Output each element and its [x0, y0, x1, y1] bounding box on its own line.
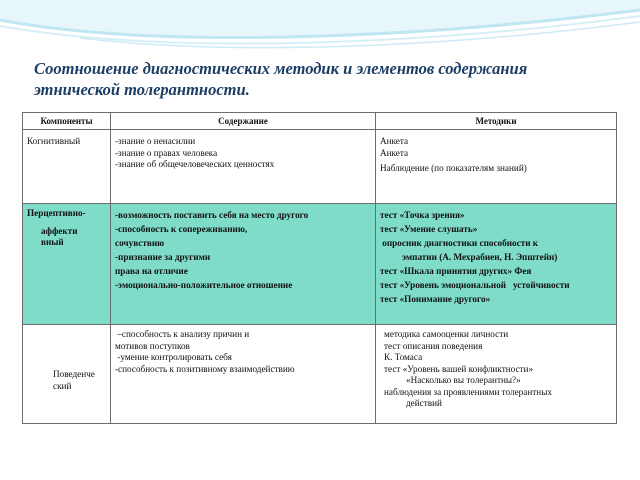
- behavioral-method-item: «Насколько вы толерантны?»: [406, 375, 521, 385]
- perceptive-component-line: аффекти: [41, 225, 78, 236]
- perceptive-method-item: эмпатии (А. Мехрабиен, Н. Эпштейн): [402, 252, 558, 262]
- cognitive-method-item: Анкета: [380, 147, 409, 158]
- table-row-cognitive: [23, 130, 617, 204]
- perceptive-component-cell: [23, 204, 111, 325]
- perceptive-method-item: тест «Умение слушать»: [380, 224, 478, 234]
- perceptive-component-line: вный: [41, 237, 64, 247]
- perceptive-content-item: -способность к сопереживанию,: [115, 224, 248, 234]
- perceptive-method-item: тест «Шкала принятия других» Фея: [380, 266, 532, 276]
- behavioral-content-cell: [111, 325, 376, 424]
- header-components: [23, 113, 111, 130]
- behavioral-method-item: К. Томаса: [384, 352, 423, 362]
- behavioral-content-item: -способность к позитивному взаимодействию: [115, 363, 295, 374]
- perceptive-methods-cell: [376, 204, 617, 325]
- header-components-label: Компоненты: [40, 116, 93, 126]
- cognitive-content-item: -знание о ненасилии: [115, 136, 196, 146]
- perceptive-content-item: -признание за другими: [115, 252, 211, 262]
- cognitive-component: Когнитивный: [27, 136, 81, 146]
- perceptive-component-line: Перцептивно-: [27, 208, 86, 218]
- perceptive-method-item: тест «Точка зрения»: [380, 210, 465, 220]
- cognitive-content-cell: [111, 130, 376, 204]
- table-row-perceptive: [23, 204, 617, 325]
- cognitive-method-item: Наблюдение (по показателям знаний): [380, 163, 527, 173]
- perceptive-content-item: -возможность поставить себя на место другого: [115, 210, 309, 220]
- perceptive-content-item: сочувствию: [115, 238, 165, 248]
- behavioral-content-item: -умение контролировать себя: [115, 352, 232, 362]
- behavioral-component-line: Поведенче: [53, 369, 95, 379]
- behavioral-methods-cell: [376, 325, 617, 424]
- behavioral-content-item: мотивов поступков: [115, 340, 190, 351]
- cognitive-method-item: Анкета: [380, 136, 409, 146]
- header-content-label: Содержание: [218, 116, 268, 126]
- methods-table: [22, 112, 617, 424]
- perceptive-method-item: тест «Уровень эмоциональной устойчивости: [380, 280, 570, 290]
- perceptive-content-cell: [111, 204, 376, 325]
- behavioral-method-item: тест описания поведения: [384, 340, 483, 351]
- behavioral-component-line: ский: [53, 380, 72, 391]
- cognitive-content-item: -знание о правах человека: [115, 147, 218, 158]
- cognitive-component-cell: [23, 130, 111, 204]
- cognitive-content-item: -знание об общечеловеческих ценностях: [115, 159, 275, 169]
- slide-title-line-2: этнической толерантности.: [34, 80, 250, 99]
- header-methods-label: Методики: [475, 116, 517, 126]
- behavioral-method-item: тест «Уровень вашей конфликтности»: [384, 363, 534, 374]
- perceptive-method-item: опросник диагностики способности к: [380, 238, 539, 248]
- decorative-swoosh: [0, 0, 640, 60]
- header-content: [111, 113, 376, 130]
- behavioral-content-item: –способность к анализу причин и: [115, 329, 250, 339]
- behavioral-component-cell: [23, 325, 111, 424]
- behavioral-method-item: наблюдения за проявлениями толерантных: [384, 386, 552, 397]
- perceptive-content-item: права на отличие: [115, 266, 188, 276]
- behavioral-method-item: методика самооценки личности: [384, 329, 509, 339]
- cognitive-methods-cell: [376, 130, 617, 204]
- perceptive-method-item: тест «Понимание другого»: [380, 294, 491, 304]
- slide-title-line-1: Соотношение диагностических методик и элементов содержания: [34, 59, 528, 78]
- table-header-row: [23, 113, 617, 130]
- table-row-behavioral: [23, 325, 617, 424]
- header-methods: [376, 113, 617, 130]
- perceptive-content-item: -эмоционально-положительное отношение: [115, 280, 293, 290]
- slide-title: [34, 58, 624, 100]
- behavioral-method-item: действий: [406, 398, 442, 408]
